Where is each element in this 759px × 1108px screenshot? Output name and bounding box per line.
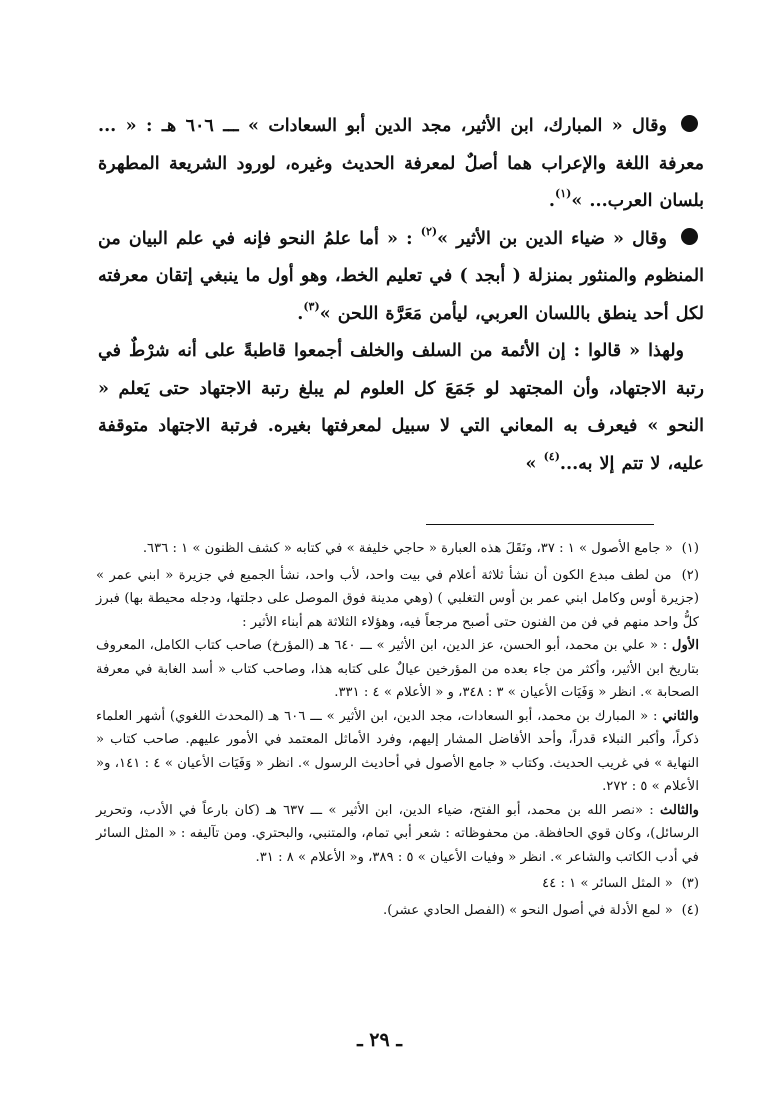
footnote-ref[interactable]: (١) <box>555 187 572 200</box>
quotation: « ... معرفة اللغة والإعراب هما أصلٌ لمعرفة الحديث وغيره، لورود الشريعة المطهرة بلسان العرب... » <box>98 116 704 211</box>
paragraph-ibn-al-athir-mubarak: وقال « المبارك، ابن الأثير، مجد الدين أبو السعادات » ـــ ٦٠٦ هـ : « ... معرفة اللغة والإعراب هما أصلٌ لمعرفة الحديث وغيره، لورود الشريعة المطهرة بلسان العرب... »$^{(١)}$. <box>98 116 704 211</box>
footnote-4 <box>96 899 699 923</box>
footnote-text: « المثل السائر » ١ : ٤٤ <box>542 876 673 891</box>
third-text: : «نصر الله بن محمد، أبو الفتح، ضياء الدين، ابن الأثير » ـــ ٦٣٧ هـ (كان بارعاً في الأدب، وتحرير الرسائل)، وكان قوي الحافظة. من محفوظاته : شعر أبي تمام، والمتنبي، والبحتري. ومن تآليفه : « المثل السائر في أدب الكاتب والشاعر ». انظر « وفيات الأعيان » ٥ : ٣٨٩، و« الأعلام » ٨ : ٣١. <box>96 802 699 865</box>
footnote-number: (٢) <box>681 567 699 583</box>
footnote-text: « لمع الأدلة في أصول النحو » (الفصل الحادي عشر). <box>383 902 673 918</box>
footnote-number: (١) <box>681 541 699 556</box>
paragraph-diya-al-din: وقال « ضياء الدين بن الأثير »$^{(٢)}$ : « أما علمُ النحو فإنه في علم البيان من المنظوم والمنثور بمنزلة ( أبجد ) في تعليم الخط، وهو أول ما ينبغي إتقان معرفته لكل أحد ينطق باللسان العربي، ليأمن مَعَرَّة اللحن »$^{(٣)}$. <box>98 224 704 324</box>
second-label: والثاني <box>662 708 699 724</box>
main-text <box>98 108 704 483</box>
first-label: الأول <box>671 638 699 653</box>
footnote-separator <box>426 524 654 525</box>
paragraph-text: ولهذا « قالوا : إن الأئمة من السلف والخلف أجمعوا قاطبةً على أنه شرْطٌ في رتبة الاجتهاد، وأن المجتهد لو جَمَعَ كل العلوم لم يبلغ رتبة الاجتهاد حتى يَعلم « النحو » فيعرف به المعاني التي لا سبيل لمعرفتها بغيره. فرتبة الاجتهاد متوقفة عليه، لا تتم إلا به... <box>98 341 704 474</box>
paragraph-ijtihad: ولهذا « قالوا : إن الأئمة من السلف والخلف أجمعوا قاطبةً على أنه شرْطٌ في رتبة الاجتهاد، وأن المجتهد لو جَمَعَ كل العلوم لم يبلغ رتبة الاجتهاد حتى يَعلم « النحو » فيعرف به المعاني التي لا سبيل لمعرفتها بغيره. فرتبة الاجتهاد متوقفة عليه، لا تتم إلا به...$^{(٤)}$ » <box>98 341 704 474</box>
footnote-text: « جامع الأصول » ١ : ٣٧، ونَقَلَ هذه العبارة « حاجي خليفة » في كتابه « كشف الظنون » ١ : ٦٣٦. <box>142 541 673 556</box>
bullet-icon <box>681 115 698 132</box>
first-text: : « علي بن محمد، أبو الحسن، عز الدين، ابن الأثير » ـــ ٦٤٠ هـ (المؤرخ) صاحب كتاب الكامل، المعروف بتاريخ ابن الأثير، وأكثر من جاء بعده من المؤرخين عيالٌ على كتابه هذا، وصاحب كتاب « أسد الغابة في معرفة الصحابة ». انظر « وَفَيَات الأعيان » ٣ : ٣٤٨، و « الأعلام » ٤ : ٣٣١. <box>96 638 699 700</box>
page-number: ـ ٢٩ ـ <box>357 1029 402 1051</box>
footnote-2 <box>96 564 699 870</box>
paragraph-intro: وقال « ضياء الدين بن الأثير » <box>437 228 667 249</box>
footnote-ref[interactable]: (٢) <box>420 224 438 238</box>
footnote-number: (٤) <box>681 902 699 918</box>
footnote-number: (٣) <box>681 876 699 891</box>
footnotes <box>96 537 699 925</box>
third-label: والثالث <box>659 802 699 818</box>
quotation: : « أما علمُ النحو فإنه في علم البيان من المنظوم والمنثور بمنزلة ( أبجد ) في تعليم الخط، وهو أول ما ينبغي إتقان معرفته لكل أحد ينطق باللسان العربي، ليأمن مَعَرَّة اللحن » <box>98 228 704 324</box>
footnote-text: من لطف مبدع الكون أن نشأ ثلاثة أعلام في بيت واحد، لأب واحد، نشأ الجميع في جزيرة « ابني عمر » (جزيرة أوس وكامل ابني عمر بن أوس التغلبي ) (وهي مدينة فوق الموصل على دجلتها، ودجله محيطة بها) فبرز كلُّ واحد منهم في فن من الفنون حتى أصبح مرجعاً فيه، وهؤلاء الثلاثة هم أبناء الأثير : <box>96 567 699 630</box>
bullet-icon <box>681 228 698 245</box>
second-text: : « المبارك بن محمد، أبو السعادات، مجد الدين، ابن الأثير » ـــ ٦٠٦ هـ (المحدث اللغوي) أشهر العلماء ذكراً، وأكبر النبلاء قدراً، وأحد الأفاضل المشار إليهم، وفرد الأماثل المعتمد في الأمور عليهم. صاحب كتاب « النهاية » في غريب الحديث. وكتاب « جامع الأصول في أحاديث الرسول ». انظر « وَفَيَات الأعيان » ٤ : ١٤١، و« الأعلام » ٥ : ٢٧٢. <box>96 708 699 794</box>
footnote-ref[interactable]: (٣) <box>303 299 320 313</box>
footnote-1 <box>96 537 699 561</box>
footnote-3 <box>96 872 699 896</box>
paragraph-intro: وقال « المبارك، ابن الأثير، مجد الدين أبو السعادات » ـــ ٦٠٦ هـ : <box>146 116 667 136</box>
footnote-ref[interactable]: (٤) <box>543 449 560 463</box>
